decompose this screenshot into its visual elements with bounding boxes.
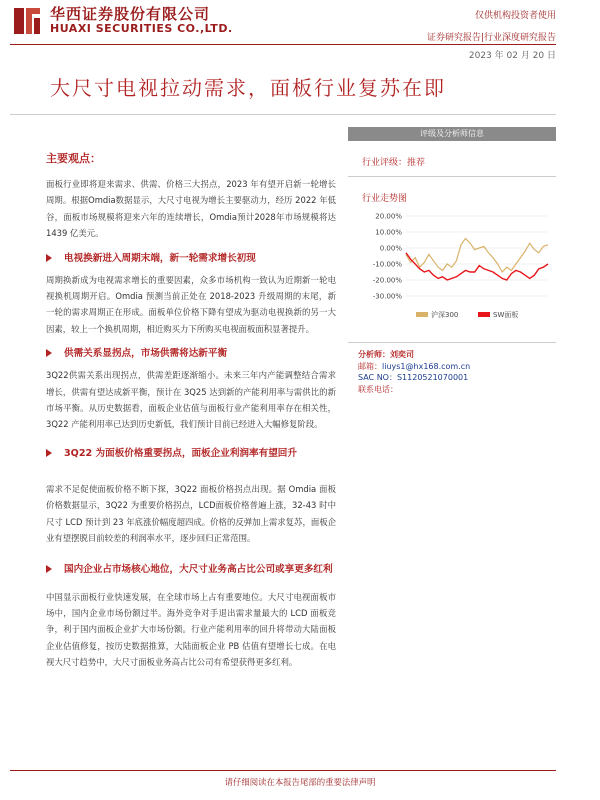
analyst-email-link[interactable]: liuys1@hx168.com.cn: [382, 361, 471, 371]
legend-label: 沪深300: [431, 311, 459, 319]
title-divider: [10, 114, 556, 115]
sac-number: SAC NO：S1120521070001: [358, 373, 469, 382]
email-label: 邮箱：: [358, 361, 382, 371]
chart-legend: [416, 310, 518, 319]
huaxi-logo-icon: [10, 4, 44, 38]
key-points-column: [46, 150, 336, 671]
triangle-bullet-icon: [46, 349, 52, 357]
industry-rating: 行业评级：推荐: [362, 158, 426, 168]
phone-label: 联系电话：: [358, 384, 398, 394]
legend-swatch: [416, 312, 428, 317]
chart-y-tick-label: 20.00%: [375, 212, 402, 221]
key-points-heading: 主要观点：: [46, 152, 101, 165]
report-date: 2023 年 02 月 20 日: [468, 51, 556, 61]
chart-y-axis: [373, 213, 403, 301]
chart-y-tick-label: 10.00%: [375, 228, 402, 237]
company-name-en: HUAXI SECURITIES CO.,LTD.: [50, 22, 233, 35]
company-name-cn: 华西证券股份有限公司: [50, 5, 211, 23]
triangle-bullet-icon: [46, 565, 52, 573]
section-body: 需求不足促使面板价格不断下探，3Q22 面板价格拐点出现。据 Omdia 面板价格数据显示，3Q22 为重要价格拐点，LCD面板价格普遍上涨，32-43 时中尺寸 LCD 预计到 23 年底涨价幅度超四成。价格的反弹加上需求复苏，面板企业有望摆脱目前较差的利润率水平，逐步回归正常范围。: [46, 483, 336, 544]
trend-chart-title: 行业走势图: [362, 194, 408, 204]
analyst-name: 刘奕司: [390, 350, 414, 359]
section-body: 中国显示面板行业快速发展，在全球市场上占有重要地位。大尺寸电视面板市场中，国内企业市场份额过半。海外竞争对手退出需求量最大的 LCD 面板竞争，利于国内面板企业扩大市场份额。行业产能利用率的回升将带动大陆面板企业估值修复，按历史数据推算，大陆面板企业 PB 估值有望增长七成。在电视大尺寸趋势中，大尺寸面板业务高占比公司有希望获得更多红利。: [46, 591, 336, 668]
report-title: 大尺寸电视拉动需求，面板行业复苏在即: [50, 76, 446, 100]
usage-note: 仅供机构投资者使用: [474, 11, 556, 21]
analyst-info: [348, 349, 556, 395]
header-divider: [10, 44, 556, 45]
analyst-label: 分析师：: [358, 350, 390, 359]
rating-bar: 评级及分析师信息: [348, 127, 556, 141]
section-body: 周期换新成为电视需求增长的重要因素，众多市场机构一致认为近期新一轮电视换机周期开启。Omdia 预测当前正处在 2018-2023 升级周期的末尾，新一轮的需求周期正在形成。面板单位价格下降有望成为驱动电视换新的另一大因素，较上一个换机周期，相近购买力下所购买电视面板面积显著提升。: [46, 274, 336, 334]
triangle-bullet-icon: [46, 449, 52, 457]
section-heading: 3Q22 为面板价格重要拐点，面板企业利润率有望回升: [46, 445, 336, 463]
chart-y-tick-label: -20.00%: [372, 276, 402, 285]
sidebar-divider: [348, 176, 556, 177]
trend-chart: [348, 208, 556, 330]
chart-y-tick-label: 0.00%: [379, 244, 402, 253]
chart-y-tick-label: -30.00%: [372, 292, 402, 301]
chart-series: [406, 238, 548, 280]
chart-series-line-0: [406, 238, 548, 272]
section-heading: 国内企业占市场核心地位，大尺寸业务高占比公司或享更多红利: [46, 561, 336, 579]
sidebar-divider: [348, 342, 556, 343]
section-heading: 电视换新进入周期末端，新一轮需求增长初现: [46, 250, 336, 268]
report-type: 证券研究报告|行业深度研究报告: [426, 33, 556, 43]
section-heading: 供需关系显拐点，市场供需将达新平衡: [46, 345, 336, 363]
sidebar: [348, 127, 556, 395]
section-body: 3Q22供需关系出现拐点，供需差距逐渐缩小。未来三年内产能调整结合需求增长，供需有望达成新平衡，预计在 3Q25 达到新的产能利用率与需供比的新市场平衡。从历史数据看，面板企业估值与面板行业产能利用率存在相关性，3Q22 产能利用率已达到历史新低，我们预计目前已经进入大幅修复阶段。: [46, 370, 336, 430]
legend-label: SW面板: [493, 311, 519, 319]
legal-notice: 请仔细阅读在本报告尾部的重要法律声明: [224, 777, 376, 787]
triangle-bullet-icon: [46, 254, 52, 262]
legend-swatch: [478, 312, 490, 317]
footer-divider: [10, 770, 556, 771]
chart-y-tick-label: -10.00%: [372, 260, 402, 269]
key-points-intro: 面板行业即将迎来需求、供需、价格三大拐点，2023 年有望开启新一轮增长周期。根据Omdia数据显示，大尺寸电视为增长主要驱动力，经历 2022 年低谷，面板市场规模将迎来六年的连续增长，Omdia预计2028年市场规模将达1439 亿美元。: [46, 179, 336, 239]
